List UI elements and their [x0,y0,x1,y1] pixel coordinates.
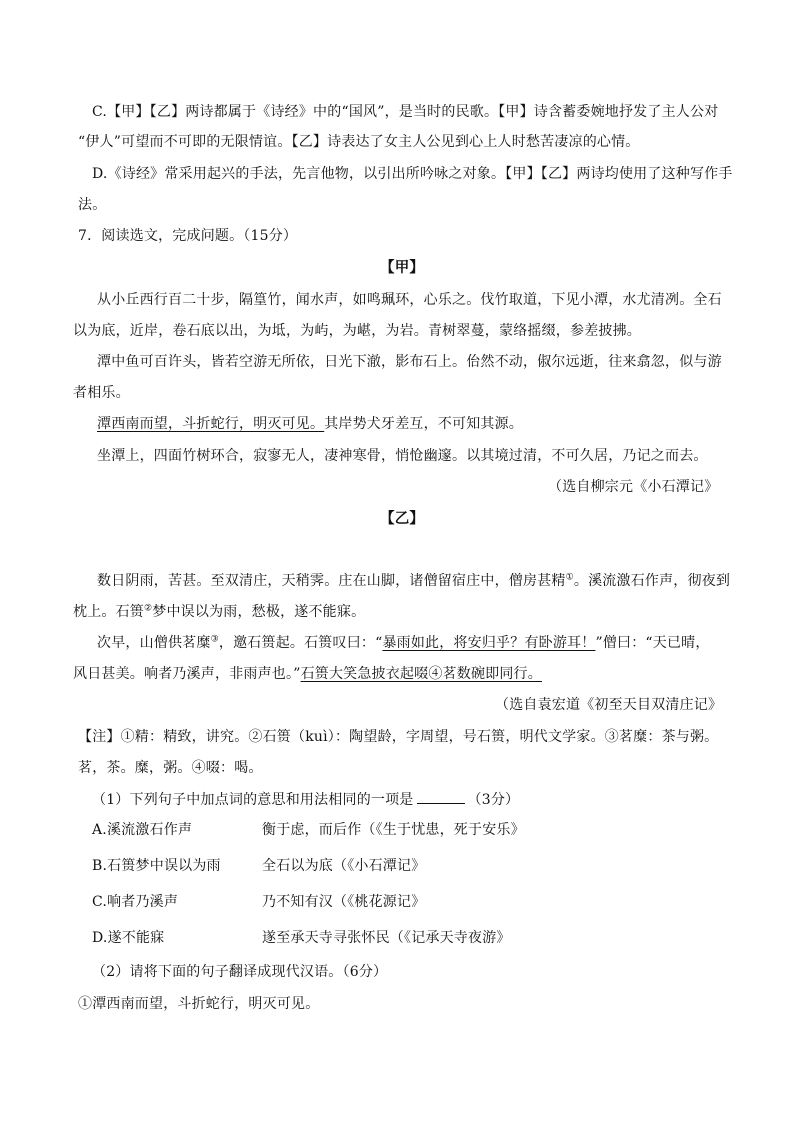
passage-yi-p1-line-1-b: 。溪流激石作声，彻夜到 [573,573,731,589]
subquestion-2-title: （2）请将下面的句子翻译成现代汉语。（6分） [92,964,388,980]
answer-blank[interactable] [417,789,465,804]
passage-jia-source: （选自柳宗元《小石潭记》 [548,479,719,495]
underlined-sentence: 潭西南而望，斗折蛇行，明灭可见。 [97,416,325,432]
choice-b-right: 全石以为底（《小石潭记》 [262,858,426,874]
subquestion-1-title [92,789,519,810]
choice-b-left: B.石篑梦中误以为雨 [92,858,221,874]
passage-jia-p3-rest: 其岸势犬牙差互，不可知其源。 [324,416,524,432]
choice-d-right: 遂至承天寺寻张怀民（《记承天寺夜游》 [262,930,511,946]
choice-d-left: D.遂不能寐 [92,930,165,946]
subquestion-1-score: （3分） [467,792,520,808]
passage-yi-p1-line-2-a: 枕上。石篑 [73,604,144,620]
passage-jia-p2-line-2: 者相乐。 [73,385,130,401]
passage-jia-p4: 坐潭上，四面竹树环合，寂寥无人，凄神寒骨，悄怆幽邃。以其境过清，不可久居，乃记之而去。 [97,448,708,464]
question-7-title: 7．阅读选文，完成问题。（15分） [78,228,298,244]
choice-a-left: A.溪流激石作声 [92,822,193,838]
notes-line-2: 茗，茶。糜，粥。④啜：喝。 [78,760,263,776]
underlined-quote: 暴雨如此，将安归乎？有卧游耳！ [382,635,596,651]
choice-b [92,856,426,876]
passage-jia-p1-line-1: 从小丘西行百二十步，隔篁竹，闻水声，如鸣珮环，心乐之。伐竹取道，下见小潭，水尤清冽。全石 [97,292,722,308]
footnote-ref-2: ② [144,603,153,614]
option-d-line-1: D.《诗经》常采用起兴的手法，先言他物，以引出所吟咏之对象。【甲】【乙】两诗均使用了这种写作手 [92,166,733,182]
underlined-sentence-2: 石篑大笑急披衣起啜④茗数碗即同行。 [300,666,542,682]
passage-jia-p2-line-1: 潭中鱼可百许头，皆若空游无所依，日光下澈，影布石上。佁然不动，俶尔远逝，往来翕忽，似与游 [97,354,722,370]
passage-jia-p3 [97,414,523,434]
subquestion-1-text: （1）下列句子中加点词的意思和用法相同的一项是 [92,792,414,808]
notes-line-1: 【注】①精：精致，讲究。②石篑（kuì）：陶望龄，字周望，号石篑，明代文学家。③茗糜：茶与粥。 [78,729,719,745]
passage-yi-p2-line-2-a: 风日甚美。响者乃溪声，非雨声也。” [73,666,301,682]
choice-c-right: 乃不知有汉（《桃花源记》 [262,894,426,910]
passage-yi-p2-line-1 [97,633,710,653]
passage-jia-p1-line-2: 以为底，近岸，卷石底以出，为坻，为屿，为嵁，为岩。青树翠蔓，蒙络摇缀，参差披拂。 [73,323,641,339]
choice-c-left: C.响者乃溪声 [92,894,179,910]
subquestion-2-item-1: ①潭西南而望，斗折蛇行，明灭可见。 [78,996,320,1012]
passage-yi-p1-line-1 [97,571,730,591]
option-d-line-2: 法。 [78,197,107,213]
footnote-ref-3: ③ [210,634,219,645]
choice-a [92,820,525,840]
passage-yi-p2-line-2 [73,664,542,684]
passage-yi-heading: 【乙】 [380,510,425,527]
passage-yi-source: （选自袁宏道《初至天目双清庄记》 [495,697,723,713]
passage-yi-p2-line-1-c: ”僧曰：“天已晴， [595,635,710,651]
choice-c [92,892,426,912]
passage-yi-p1-line-1-a: 数日阴雨，苦甚。至双清庄，天稍霁。庄在山脚，诸僧留宿庄中，僧房甚精 [97,573,566,589]
option-c-line-2: “伊人”可望而不可即的无限情谊。【乙】诗表达了女主人公见到心上人时愁苦凄凉的心情。 [78,134,640,150]
passage-yi-p2-line-1-b: ，邀石篑起。石篑叹曰：“ [218,635,383,651]
choice-a-right: 衡于虑，而后作（《生于忧患，死于安乐》 [262,822,525,838]
passage-yi-p1-line-2-b: 梦中误以为雨，愁极，遂不能寐。 [152,604,366,620]
footnote-ref-1: ① [565,572,574,583]
passage-yi-p2-line-1-a: 次早，山僧供茗糜 [97,635,211,651]
choice-d [92,928,511,948]
passage-yi-p1-line-2 [73,602,365,622]
option-c-line-1: C.【甲】【乙】两诗都属于《诗经》中的“国风”，是当时的民歌。【甲】诗含蓄委婉地抒发了主人公对 [92,104,719,120]
passage-jia-heading: 【甲】 [380,259,425,276]
